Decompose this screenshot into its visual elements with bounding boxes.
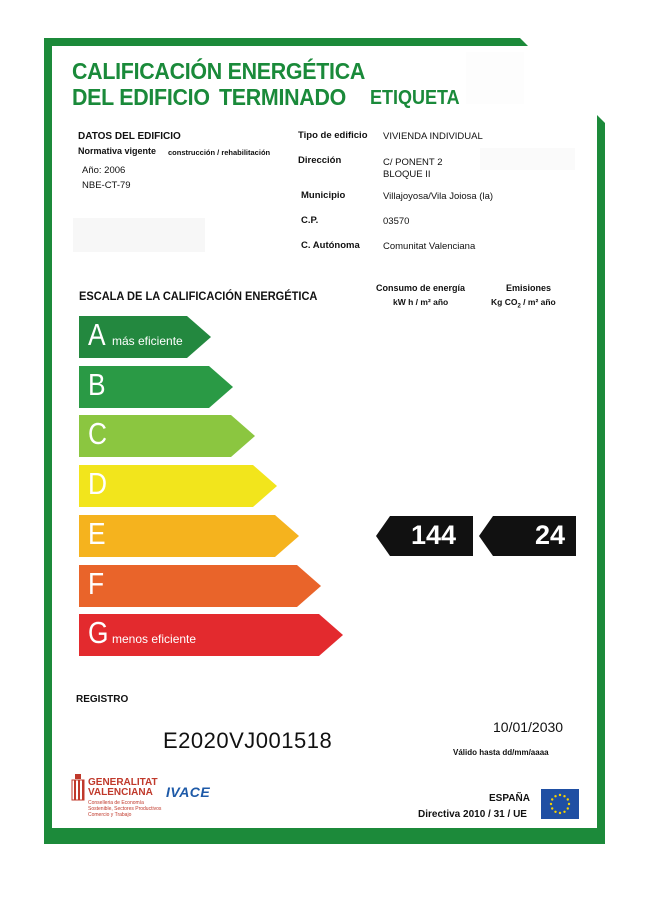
scale-bar-letter: F: [88, 566, 105, 601]
scale-bar-e: [79, 515, 299, 557]
scale-bar-shape-e: [79, 515, 299, 557]
emisiones-units: [491, 297, 556, 310]
scale-bar-shape-f: [79, 565, 321, 607]
scale-bar-letter: B: [88, 367, 106, 402]
scale-bar-letter: D: [88, 466, 108, 501]
scale-bar-g: [79, 614, 343, 656]
redacted-area-top: [466, 52, 524, 104]
scale-bar-letter: G: [88, 615, 109, 650]
scale-bar-letter: A: [88, 317, 106, 352]
direccion-label: Dirección: [298, 155, 342, 166]
emisiones-header: Emisiones: [506, 283, 552, 293]
scale-bar-fill-f: [79, 565, 321, 607]
eu-star: [568, 803, 570, 805]
building-section-title: DATOS DEL EDIFICIO: [78, 131, 181, 142]
directive-label: Directiva 2010 / 31 / UE: [418, 809, 527, 820]
eu-star: [563, 795, 565, 797]
scale-bar-fill-d: [79, 465, 277, 507]
eu-star: [563, 811, 565, 813]
registro-number: E2020VJ001518: [163, 728, 333, 753]
autonoma-label: C. Autónoma: [301, 240, 360, 251]
title-line-2a: DEL EDIFICIO: [72, 84, 210, 110]
scale-bar-d: [79, 465, 277, 507]
eu-star: [551, 807, 553, 809]
redacted-area-address: [480, 148, 575, 170]
corner-fold: [520, 38, 606, 124]
title-line-2b: TERMINADO: [218, 84, 347, 110]
consumo-value: 144: [411, 520, 457, 550]
scale-bar-label: más eficiente: [112, 334, 183, 348]
eu-star: [554, 811, 556, 813]
scale-bar-fill-e: [79, 515, 299, 557]
label-type: ETIQUETA: [370, 87, 460, 109]
scale-title: ESCALA DE LA CALIFICACIÓN ENERGÉTICA: [79, 289, 318, 303]
emisiones-units-pre: Kg CO: [491, 297, 518, 307]
consumo-units: kW h / m² año: [393, 297, 449, 307]
scale-bar-letter: E: [88, 516, 106, 551]
municipio-label: Municipio: [301, 190, 346, 201]
normativa-value: construcción / rehabilitación: [168, 148, 271, 157]
title-line-2: [72, 84, 346, 111]
gv-line-1: GENERALITAT: [88, 777, 158, 788]
direccion-line-2: BLOQUE II: [383, 169, 431, 180]
scale-bar-a: [79, 316, 211, 358]
scale-bar-c: [79, 415, 255, 457]
scale-bar-label: menos eficiente: [112, 632, 197, 646]
cp-label: C.P.: [301, 215, 319, 226]
valid-date: 10/01/2030: [493, 719, 564, 735]
gv-sub-1: Conselleria de Economía: [88, 800, 144, 806]
cp-value: 03570: [383, 216, 410, 227]
eu-star: [551, 798, 553, 800]
country-label: ESPAÑA: [489, 793, 530, 804]
scale-bar-shape-d: [79, 465, 277, 507]
redacted-area-left: [73, 218, 205, 252]
title-line-1: CALIFICACIÓN ENERGÉTICA: [72, 58, 366, 84]
valid-label: Válido hasta dd/mm/aaaa: [453, 748, 549, 757]
municipio-value: Villajoyosa/Vila Joiosa (la): [383, 191, 494, 202]
scale-bar-b: [79, 366, 233, 408]
emisiones-value-box: [479, 516, 576, 556]
building-year: Año: 2006: [82, 165, 126, 176]
autonoma-value: Comunitat Valenciana: [383, 241, 476, 252]
emisiones-value: 24: [535, 520, 566, 550]
consumo-value-box: [376, 516, 473, 556]
eu-star: [567, 798, 569, 800]
ivace-logo: IVACE: [166, 784, 211, 800]
emisiones-units-post: / m² año: [520, 297, 556, 307]
eu-star: [550, 803, 552, 805]
scale-bar-f: [79, 565, 321, 607]
normativa-label: Normativa vigente: [78, 146, 157, 156]
registro-label: REGISTRO: [76, 694, 129, 705]
eu-flag-icon: [541, 789, 579, 819]
eu-star: [559, 812, 561, 814]
tipo-label: Tipo de edificio: [298, 130, 368, 141]
gv-sub-2: Sostenible, Sectores Productivos: [88, 806, 162, 812]
generalitat-emblem-icon: [70, 774, 86, 804]
gv-sub-3: Comercio y Trabajo: [88, 812, 132, 818]
direccion-line-1: C/ PONENT 2: [383, 157, 443, 168]
tipo-value: VIVIENDA INDIVIDUAL: [383, 131, 483, 142]
consumo-header: Consumo de energía: [376, 283, 466, 293]
emisiones-units-sub: 2: [517, 303, 521, 310]
eu-star: [567, 807, 569, 809]
eu-star: [554, 795, 556, 797]
scale-bar-letter: C: [88, 416, 108, 451]
building-norm: NBE-CT-79: [82, 180, 131, 191]
eu-star: [559, 794, 561, 796]
gv-line-2: VALENCIANA: [88, 787, 153, 798]
